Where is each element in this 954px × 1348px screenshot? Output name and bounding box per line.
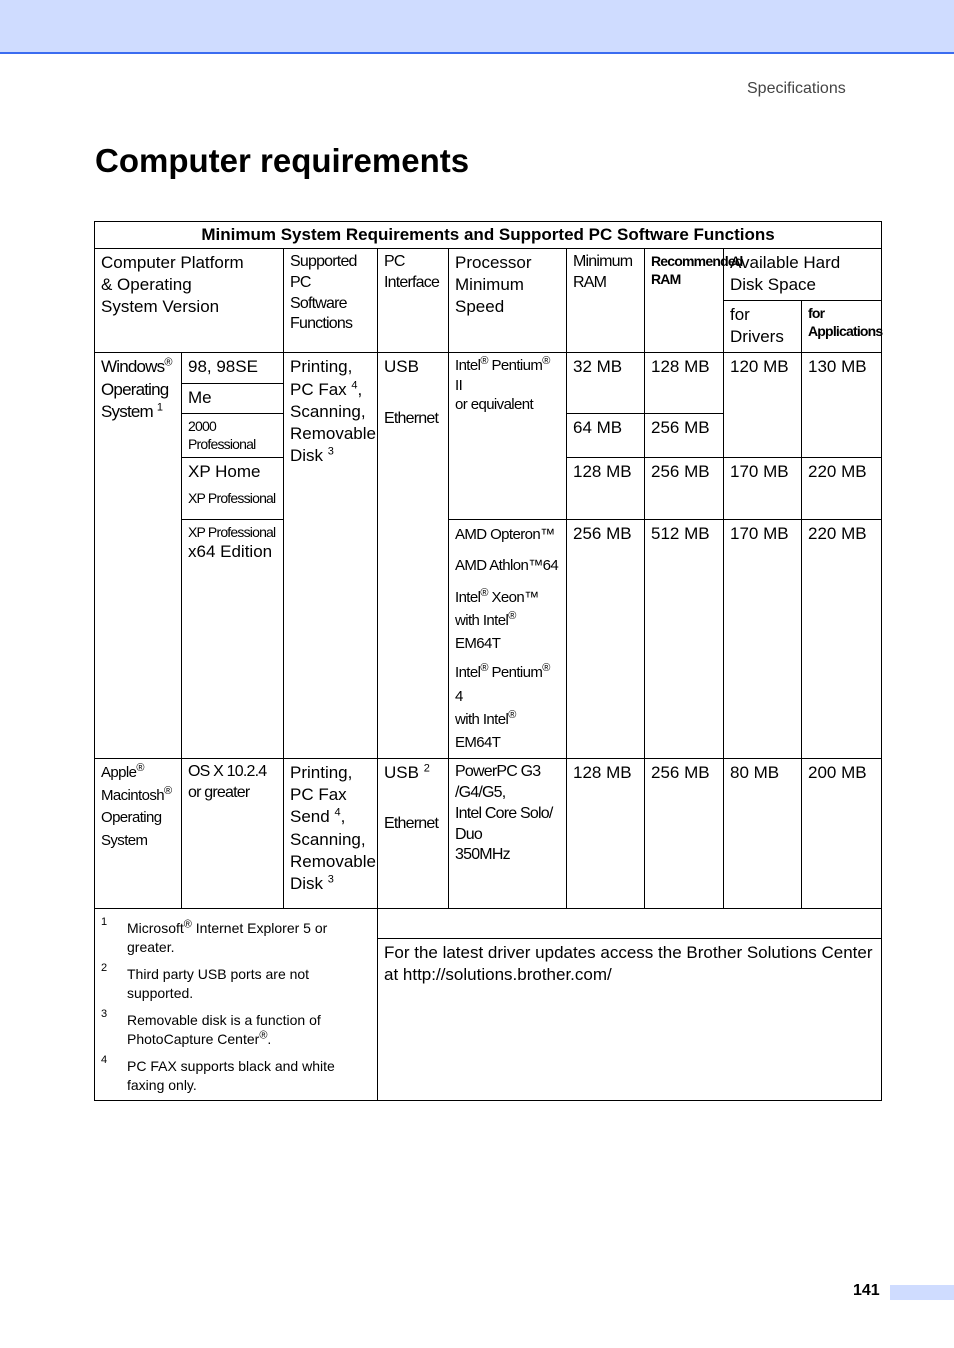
win-apps-1: 130 MB (802, 353, 882, 458)
top-header-bar (0, 0, 954, 54)
win-min-ram-3: 128 MB (567, 458, 645, 520)
footnote-4: 4 PC FAX supports black and white faxing only. (101, 1053, 335, 1093)
win-rec-ram-4: 512 MB (645, 520, 724, 759)
win-min-ram-4: 256 MB (567, 520, 645, 759)
mac-interface: USB $^2$ Ethernet (378, 759, 449, 909)
header-for-drivers: for Drivers (724, 301, 802, 353)
mac-processor: PowerPC G3 /G4/G5, Intel Core Solo/ Duo 350MHz (449, 759, 567, 909)
section-label: Specifications (747, 80, 846, 97)
footnotes-cell (95, 909, 378, 1101)
header-disk-space: Available Hard Disk Space (724, 249, 882, 301)
windows-version-xp64: XP Professional x64 Edition (182, 520, 284, 759)
win-apps-3: 220 MB (802, 458, 882, 520)
windows-version-2000: 2000 Professional (182, 413, 284, 457)
header-functions: Supported PC Software Functions (284, 249, 378, 353)
header-processor: Processor Minimum Speed (449, 249, 567, 353)
windows-version-98: 98, 98SE (182, 353, 284, 383)
header-platform: Computer Platform & Operating System Version (95, 249, 284, 353)
footnote-3: 3 Removable disk is a function of PhotoCapture Center®. (101, 1007, 321, 1047)
header-min-ram: Minimum RAM (567, 249, 645, 353)
windows-version-me: Me (182, 383, 284, 413)
win-drivers-3: 170 MB (724, 458, 802, 520)
header-interface: PC Interface (378, 249, 449, 353)
page-number-bar (890, 1285, 954, 1300)
windows-functions: Printing, PC Fax $^4$, Scanning, Removable Disk $^3$ (284, 353, 378, 759)
win-drivers-1: 120 MB (724, 353, 802, 458)
win-min-ram-2: 64 MB (567, 413, 645, 457)
mac-functions: Printing, PC Fax Send $^4$, Scanning, Removable Disk $^3$ (284, 759, 378, 909)
table-caption: Minimum System Requirements and Supported PC Software Functions (95, 222, 882, 249)
win-rec-ram-1: 128 MB (645, 353, 724, 413)
mac-min-ram: 128 MB (567, 759, 645, 909)
note-spacer (378, 909, 882, 938)
win-rec-ram-2: 256 MB (645, 413, 724, 457)
windows-os-cell: Windows® Operating System $^1$ (95, 353, 182, 759)
page-number: 141 (853, 1282, 880, 1299)
footnote-2: 2 Third party USB ports are not supported. (101, 962, 310, 1001)
mac-drivers: 80 MB (724, 759, 802, 909)
driver-update-note: For the latest driver updates access the Brother Solutions Center at http://solutions.brother.com/ (378, 938, 882, 1101)
win-min-ram-1: 32 MB (567, 353, 645, 413)
page-title: Computer requirements (95, 142, 470, 179)
header-for-apps: for Applications (802, 301, 882, 353)
win-rec-ram-3: 256 MB (645, 458, 724, 520)
win-drivers-4: 170 MB (724, 520, 802, 759)
windows-interface: USB Ethernet (378, 353, 449, 759)
header-rec-ram: Recommended RAM (645, 249, 724, 353)
win-apps-4: 220 MB (802, 520, 882, 759)
mac-os-cell: Apple® Macintosh® Operating System (95, 759, 182, 909)
mac-version: OS X 10.2.4 or greater (182, 759, 284, 909)
windows-processor-2: AMD Opteron™ AMD Athlon™64 Intel® Xeon™ with Intel® EM64T Intel® Pentium® 4 with Intel® EM64T (449, 520, 567, 759)
footnote-1: 1 Microsoft® Internet Explorer 5 or greater. (101, 916, 328, 956)
mac-rec-ram: 256 MB (645, 759, 724, 909)
windows-version-xp: XP Home XP Professional (182, 458, 284, 520)
mac-apps: 200 MB (802, 759, 882, 909)
requirements-table (94, 221, 882, 1101)
windows-processor-1: Intel® Pentium® II or equivalent (449, 353, 567, 520)
